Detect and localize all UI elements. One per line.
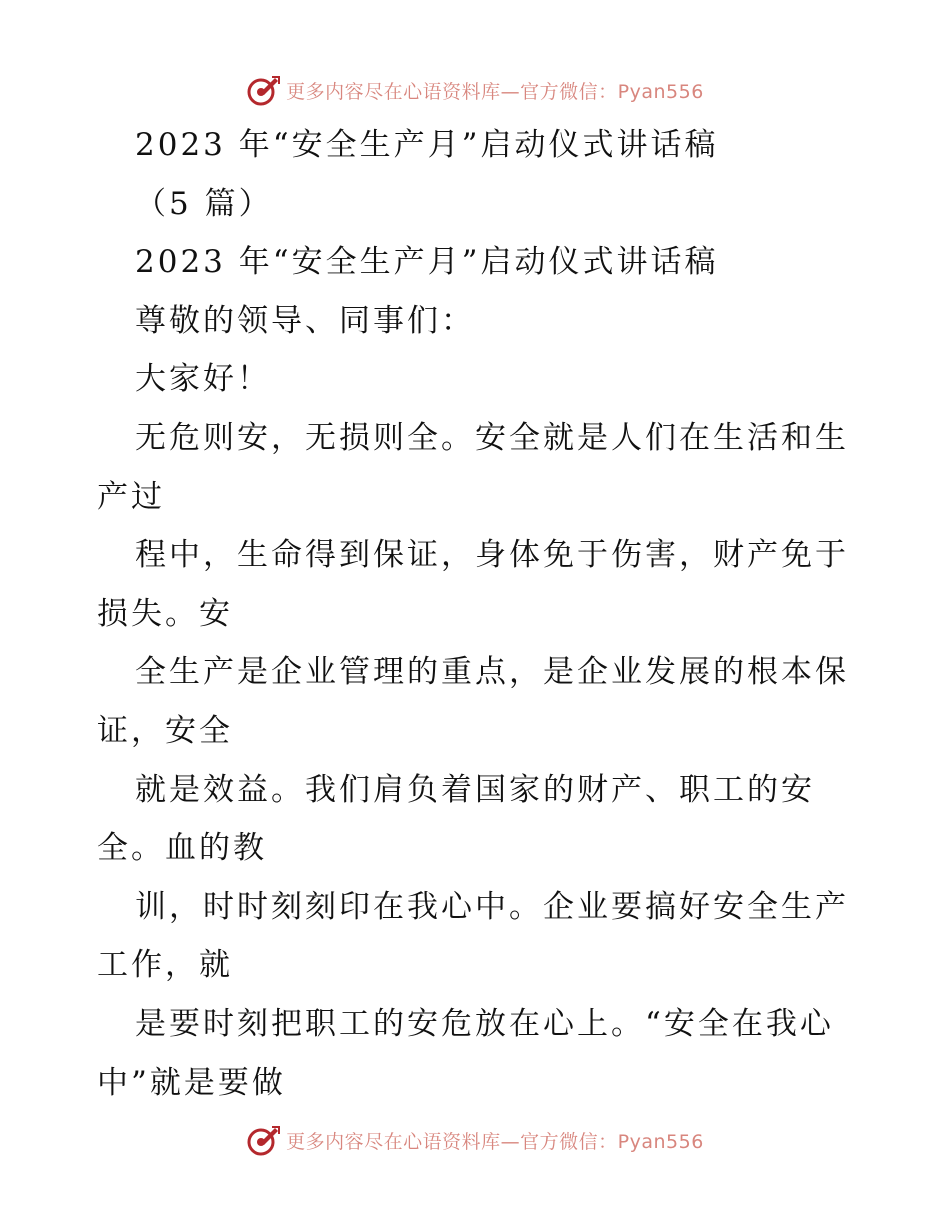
- watermark-text: 更多内容尽在心语资料库—官方微信：Pyan556: [286, 1130, 704, 1153]
- text-line: 中”就是要做: [97, 1064, 286, 1101]
- footer-watermark-banner: [0, 1120, 950, 1160]
- text-line: 2023 年“安全生产月”启动仪式讲话稿: [135, 244, 719, 281]
- text-line: 就是效益。我们肩负着国家的财产、职工的安: [135, 771, 815, 808]
- text-line: 程中，生命得到保证，身体免于伤害，财产免于: [135, 537, 849, 574]
- text-line: 全。血的教: [97, 830, 267, 867]
- text-line: 产过: [97, 478, 165, 515]
- text-line: 全生产是企业管理的重点，是企业发展的根本保: [135, 654, 849, 691]
- text-line: （5 篇）: [135, 185, 273, 222]
- text-line: 无危则安，无损则全。安全就是人们在生活和生: [135, 419, 849, 456]
- text-line: 大家好！: [135, 361, 271, 398]
- text-line: 尊敬的领导、同事们：: [135, 302, 475, 339]
- text-line: 工作，就: [97, 947, 233, 984]
- header-watermark-banner: [0, 70, 950, 110]
- watermark-text: 更多内容尽在心语资料库—官方微信：Pyan556: [286, 80, 704, 103]
- pen-logo-icon: [246, 1123, 280, 1157]
- text-line: 训，时时刻刻印在我心中。企业要搞好安全生产: [135, 888, 849, 925]
- text-line: 2023 年“安全生产月”启动仪式讲话稿: [135, 127, 719, 163]
- document-body: [97, 116, 857, 1112]
- text-line: 是要时刻把职工的安危放在心上。“安全在我心: [135, 1005, 834, 1042]
- text-line: 证，安全: [97, 712, 233, 749]
- text-line: 损失。安: [97, 595, 233, 632]
- pen-logo-icon: [246, 73, 280, 107]
